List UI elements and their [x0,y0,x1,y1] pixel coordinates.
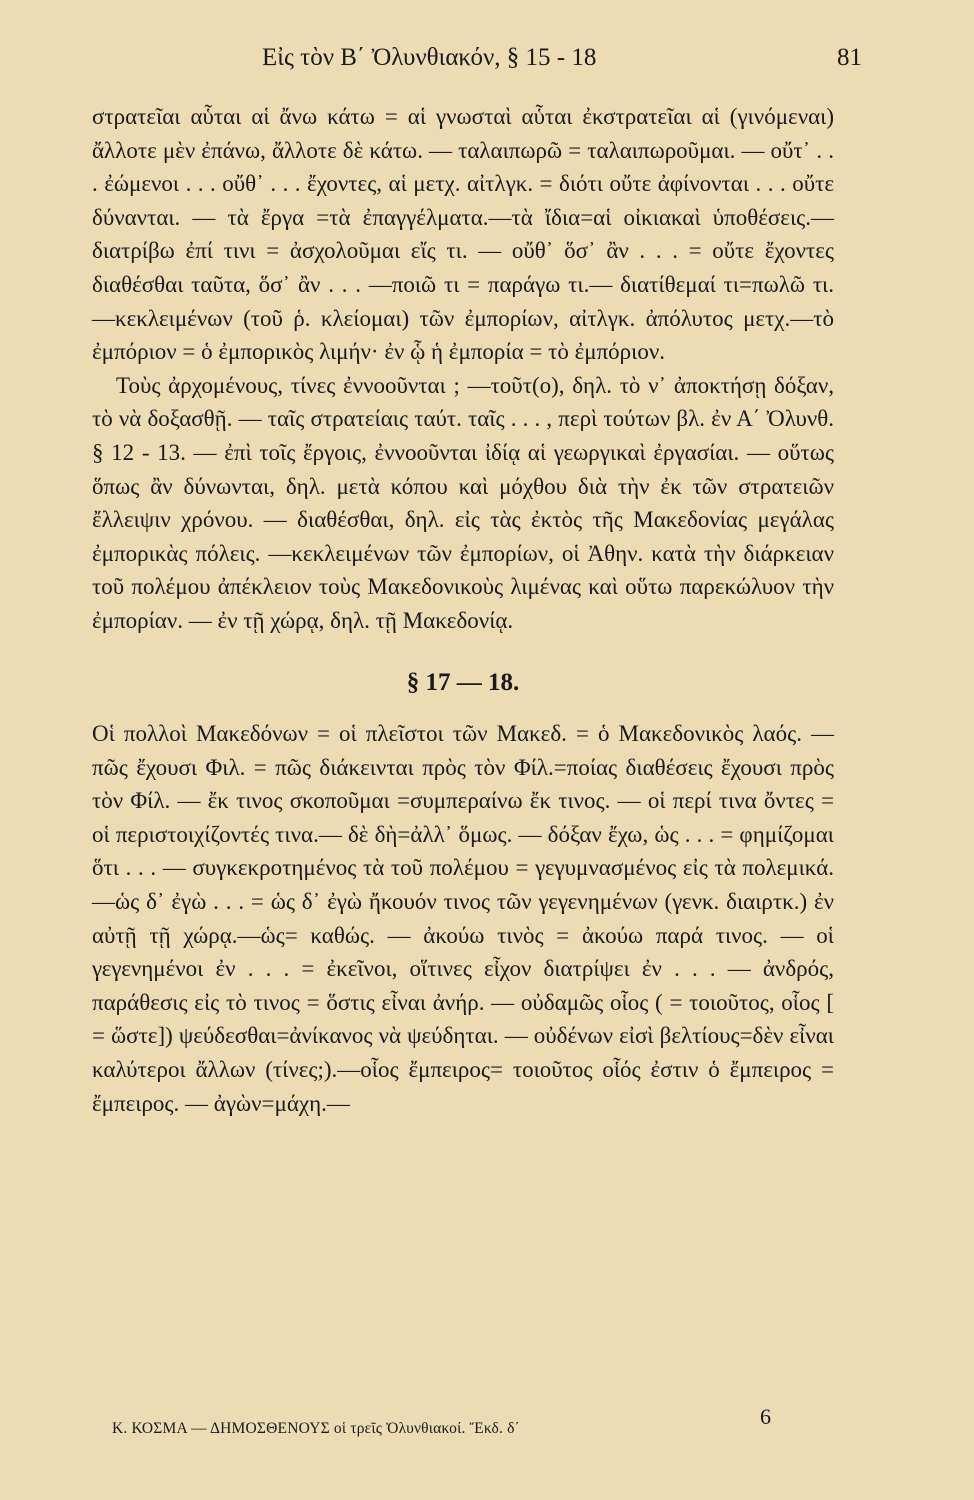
commentary-paragraph-2: Τοὺς ἀρχομένους, τίνες ἐννοοῦνται ; —τοῦτ(ο), δηλ. τὸ ν᾽ ἀποκτήσῃ δόξαν, τὸ νὰ δοξασθῇ. — ταῖς στρατείαις ταύτ. ταῖς . . . , περὶ τούτων βλ. ἐν Α΄ Ὀλυνθ. § 12 - 13. — ἐπὶ τοῖς ἔργοις, ἐννοοῦνται ἰδίᾳ αἱ γεωργικαὶ ἐργασίαι. — οὕτως ὅπως ἂν δύνωνται, δηλ. μετὰ κόπου καὶ μόχθου διὰ τὴν ἐκ τῶν στρατειῶν ἔλλειψιν χρόνου. — διαθέσθαι, δηλ. εἰς τὰς ἐκτὸς τῆς Μακεδονίας μεγάλας ἐμπορικὰς πόλεις. —κεκλειμένων τῶν ἐμπορίων, οἱ Ἀθην. κατὰ τὴν διάρκειαν τοῦ πολέμου ἀπέκλειον τοὺς Μακεδονικοὺς λιμένας καὶ οὕτω παρεκώλυον τὴν ἐμπορίαν. — ἐν τῇ χώρᾳ, δηλ. τῇ Μακεδονίᾳ. [92,372,834,633]
footer-imprint: Κ. ΚΟΣΜΑ — ΔΗΜΟΣΘΕΝΟΥΣ οἱ τρεῖς Ὀλυνθιακοί. Ἔκδ. δ΄ [112,1420,521,1437]
signature-mark: 6 [760,1404,771,1429]
running-header [92,44,862,88]
commentary-body [92,100,834,1120]
header-title: Εἰς τὸν Β΄ Ὀλυνθιακόν, § 15 - 18 [262,44,597,71]
commentary-paragraph-1: στρατεῖαι αὗται αἱ ἄνω κάτω = αἱ γνωσταὶ αὗται ἐκστρατεῖαι αἱ (γινόμεναι) ἄλλοτε μὲν ἐπάνω, ἄλλοτε δὲ κάτω. — ταλαιπωρῶ = ταλαιπωροῦμαι. — οὔτ᾽ . . . ἐώμενοι . . . οὔθ᾽ . . . ἔχοντες, αἱ μετχ. αἰτλγκ. = διότι οὔτε ἀφίνονται . . . οὔτε δύνανται. — τὰ ἔργα =τὰ ἐπαγγέλματα.—τὰ ἴδια=αἱ οἰκιακαὶ ὑποθέσεις.—διατρίβω ἐπί τινι = ἀσχολοῦμαι εἴς τι. — οὔθ᾽ ὅσ᾽ ἂν . . . = οὔτε ἔχοντες διαθέσθαι ταῦτα, ὅσ᾽ ἂν . . . —ποιῶ τι = παράγω τι.— διατίθεμαί τι=πωλῶ τι. —κεκλειμένων (τοῦ ῥ. κλείομαι) τῶν ἐμπορίων, αἰτλγκ. ἀπόλυτος μετχ.—τὸ ἐμπόριον = ὁ ἐμπορικὸς λιμήν· ἐν ᾧ ἡ ἐμπορία = τὸ ἐμπόριον. [92,104,834,365]
section-paragraph: Οἱ πολλοὶ Μακεδόνων = οἱ πλεῖστοι τῶν Μακεδ. = ὁ Μακεδονικὸς λαός. — πῶς ἔχουσι Φιλ. = πῶς διάκεινται πρὸς τὸν Φίλ.=ποίας διαθέσεις ἔχουσι πρὸς τὸν Φίλ. — ἔκ τινος σκοποῦμαι =συμπεραίνω ἔκ τινος. — οἱ περί τινα ὄντες = οἱ περιστοιχίζοντές τινα.— δὲ δὴ=ἀλλ᾽ ὅμως. — δόξαν ἔχω, ὡς . . . = φημίζομαι ὅτι . . . — συγκεκροτημένος τὰ τοῦ πολέμου = γεγυμνασμένος εἰς τὰ πολεμικά.—ὡς δ᾽ ἐγὼ . . . = ὡς δ᾽ ἐγὼ ἤκουόν τινος τῶν γεγενημένων (γενκ. διαιρτκ.) ἐν αὐτῇ τῇ χώρᾳ.—ὡς= καθώς. — ἀκούω τινὸς = ἀκούω παρά τινος. — οἱ γεγενημένοι ἐν . . . = ἐκεῖνοι, οἵτινες εἶχον διατρίψει ἐν . . . — ἀνδρός, παράθεσις εἰς τὸ τινος = ὅστις εἶναι ἀνήρ. — οὐδαμῶς οἷος ( = τοιοῦτος, οἷος [ = ὥστε]) ψεύδεσθαι=ἀνίκανος νὰ ψεύδηται. — οὐδένων εἰσὶ βελτίους=δὲν εἶναι καλύτεροι ἄλλων (τίνες;).—οἷος ἔμπειρος= τοιοῦτος οἷός ἐστιν ὁ ἔμπειρος = ἔμπειρος. — ἀγὼν=μάχη.— [92,721,834,1116]
section-heading: § 17 — 18. [406,668,520,696]
page-number: 81 [837,44,862,71]
